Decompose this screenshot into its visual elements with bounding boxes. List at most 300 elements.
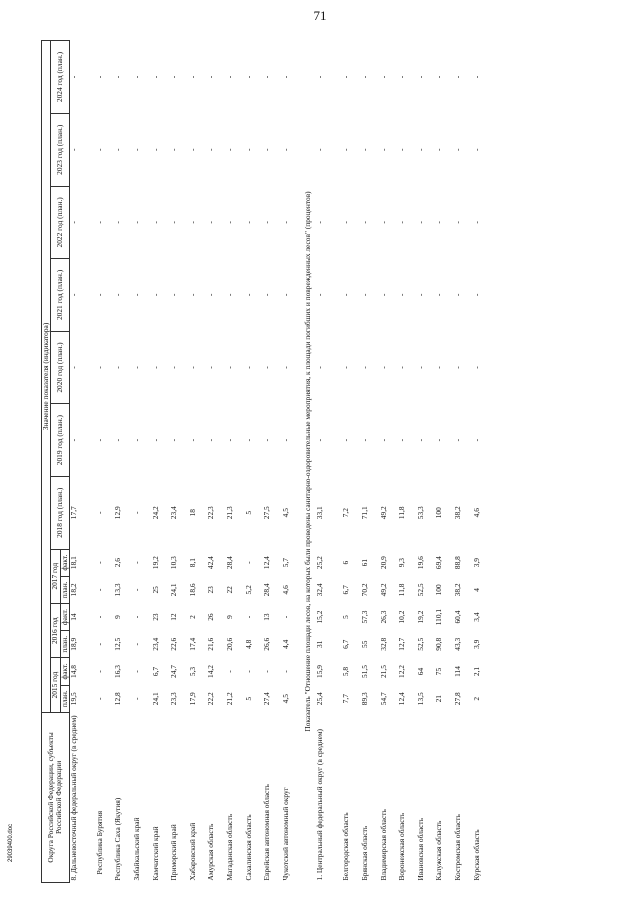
value-cell: 11,8	[397, 583, 407, 597]
year-2021-header: 2021 год (план.)	[51, 259, 70, 332]
value-cell: 49,2	[378, 506, 388, 520]
value-cell: -	[132, 511, 142, 514]
value-cell: -	[471, 293, 481, 297]
value-cell: -	[397, 221, 407, 224]
value-cell: 10,2	[397, 610, 407, 624]
value-cell: 12,2	[397, 665, 407, 678]
value-cell: -	[113, 438, 123, 442]
value-cell: 71,1	[359, 506, 369, 520]
value-cell: -	[378, 75, 388, 79]
value-cell: -	[262, 670, 272, 673]
value-cell: 6	[341, 560, 351, 565]
value-cell: -	[187, 148, 197, 151]
value-cell: 22,2	[206, 692, 216, 706]
value-cell: -	[113, 366, 123, 369]
value-cell: 60,4	[452, 610, 462, 624]
value-cell: -	[225, 366, 234, 369]
value-cell: -	[150, 221, 160, 224]
value-cell: 21,5	[378, 665, 388, 678]
region-name-cell: Камчатский край	[150, 826, 160, 881]
value-cell: 2,6	[113, 558, 123, 568]
value-cell: 75	[434, 667, 444, 676]
fact-header: факт.	[60, 658, 69, 685]
value-cell: -	[359, 366, 369, 369]
value-cell: 32,8	[378, 637, 388, 651]
value-cell: 5	[243, 510, 253, 515]
value-cell: -	[94, 366, 104, 369]
value-cell: 27,8	[452, 692, 462, 706]
value-cell: -	[471, 75, 481, 79]
region-header: Округа Российской Федерации, субъекты Российской Федерации	[42, 712, 70, 882]
value-cell: -	[113, 221, 123, 224]
value-cell: 24,7	[169, 665, 179, 678]
table-row	[263, 41, 282, 883]
value-cell: 32,4	[315, 583, 325, 597]
rotated-table-page	[41, 40, 567, 883]
value-cell: 10,3	[169, 556, 179, 570]
value-cell: -	[169, 75, 179, 79]
value-cell: -	[415, 366, 425, 369]
value-cell: -	[341, 75, 351, 79]
value-cell: 5,3	[187, 666, 197, 677]
table-row	[380, 41, 399, 883]
table-row	[152, 41, 171, 883]
value-cell: -	[452, 75, 462, 79]
table-row	[454, 41, 473, 883]
value-cell: -	[243, 615, 253, 619]
value-cell: 5	[341, 615, 351, 619]
value-cell: -	[150, 293, 160, 297]
table-row	[69, 41, 96, 883]
value-cell: -	[243, 75, 253, 79]
section-title: Показатель "Отношение площади лесов, на которых были проведены санитарно-оздоровительные мероприятия, к площади погибших и поврежденных лесов" (процентов)	[303, 191, 313, 732]
value-cell: -	[359, 221, 369, 224]
value-cell: -	[225, 221, 234, 224]
table-row	[96, 41, 115, 883]
value-cell: -	[315, 75, 325, 79]
value-cell: -	[150, 366, 160, 369]
value-cell: 23	[150, 613, 160, 621]
value-cell: 89,3	[359, 692, 369, 706]
value-cell: -	[225, 75, 234, 79]
value-cell: -	[315, 293, 325, 297]
value-cell: 20,9	[378, 556, 388, 570]
value-cell: -	[94, 293, 104, 297]
value-cell: 49,2	[378, 583, 388, 597]
value-cell: 13	[262, 613, 272, 621]
year-2023-header: 2023 год (план.)	[51, 113, 70, 186]
region-name-cell: Приморский край	[169, 824, 179, 881]
value-cell: -	[94, 588, 104, 592]
year-2022-header: 2022 год (план.)	[51, 186, 70, 259]
table-row	[207, 41, 226, 883]
value-cell: 15,2	[315, 610, 325, 624]
value-cell: 22	[225, 586, 234, 594]
value-cell: 43,3	[452, 637, 462, 651]
value-cell: 25	[150, 586, 160, 594]
region-name-cell: 8. Дальневосточный федеральный округ (в среднем)	[68, 715, 78, 881]
value-cell: -	[280, 293, 290, 297]
value-cell: 19,5	[68, 692, 78, 706]
value-cell: -	[378, 293, 388, 297]
value-cell: -	[397, 148, 407, 151]
value-cell: 5,8	[341, 666, 351, 677]
value-cell: 8,1	[187, 558, 197, 568]
value-cell: -	[434, 148, 444, 151]
table-row	[226, 41, 245, 883]
value-cell: -	[280, 670, 290, 673]
value-cell: 5	[243, 696, 253, 701]
table-row	[473, 41, 492, 883]
fact-header: факт.	[60, 603, 69, 630]
value-cell: 55	[359, 640, 369, 648]
value-cell: -	[315, 148, 325, 151]
value-cell: 51,5	[359, 665, 369, 678]
value-cell: -	[187, 366, 197, 369]
value-cell: -	[150, 75, 160, 79]
value-cell: -	[225, 293, 234, 297]
value-cell: 19,6	[415, 556, 425, 570]
table-row	[342, 41, 361, 883]
value-cell: 17,9	[187, 692, 197, 706]
value-cell: 25,4	[315, 692, 325, 706]
value-cell: -	[243, 366, 253, 369]
value-cell: 61	[359, 558, 369, 567]
value-cell: -	[243, 221, 253, 224]
value-cell: -	[280, 366, 290, 369]
value-cell: 31	[315, 640, 325, 648]
table-row	[435, 41, 454, 883]
value-cell: 18,9	[68, 637, 78, 651]
value-cell: -	[397, 438, 407, 442]
value-cell: 6,7	[341, 585, 351, 595]
value-cell: 4,6	[471, 508, 481, 518]
value-cell: -	[132, 615, 142, 619]
value-cell: 52,5	[415, 637, 425, 651]
value-cell: 100	[434, 584, 444, 596]
value-cell: -	[68, 438, 78, 442]
table-row	[114, 41, 133, 883]
year-2015-header: 2015 год	[51, 658, 60, 712]
value-cell: 4	[471, 588, 481, 592]
value-cell: 64	[415, 667, 425, 676]
value-cell: -	[262, 293, 272, 297]
value-cell: -	[132, 438, 142, 442]
value-cell: 4,6	[280, 585, 290, 595]
value-cell: -	[471, 366, 481, 369]
value-cell: 4,4	[280, 639, 290, 649]
region-name-cell: Республика Бурятия	[94, 810, 104, 875]
value-cell: -	[132, 670, 142, 673]
value-cell: -	[341, 148, 351, 151]
value-cell: 23	[206, 586, 216, 594]
value-cell: -	[359, 438, 369, 442]
value-cell: 3,9	[471, 558, 481, 568]
region-name-cell: Еврейская автономная область	[262, 784, 272, 881]
value-cell: -	[132, 293, 142, 297]
value-cell: 24,2	[150, 506, 160, 520]
value-cell: -	[113, 75, 123, 79]
value-cell: -	[169, 148, 179, 151]
value-cell: -	[206, 366, 216, 369]
value-cell: 7,7	[341, 694, 351, 704]
value-cell: 22,3	[206, 506, 216, 520]
value-cell: 23,4	[150, 637, 160, 651]
value-cell: 69,4	[434, 556, 444, 570]
value-cell: 21,3	[225, 506, 234, 520]
value-cell: -	[434, 293, 444, 297]
year-2018-header: 2018 год (план.)	[51, 476, 70, 549]
value-cell: -	[225, 670, 234, 673]
value-cell: -	[94, 561, 104, 564]
value-cell: 6,7	[341, 639, 351, 649]
value-cell: -	[132, 643, 142, 646]
value-cell: -	[415, 221, 425, 224]
value-cell: 18,6	[187, 583, 197, 597]
value-cell: 23,3	[169, 692, 179, 706]
value-cell: -	[94, 643, 104, 646]
value-cell: 42,4	[206, 556, 216, 570]
value-cell: -	[94, 148, 104, 151]
value-cell: -	[280, 438, 290, 442]
value-cell: -	[341, 221, 351, 224]
plan-header: план.	[60, 631, 69, 658]
value-cell: -	[225, 148, 234, 151]
value-cell: 4,5	[280, 508, 290, 518]
value-cell: -	[471, 148, 481, 151]
value-cell: 24,1	[169, 583, 179, 597]
region-name-cell: Амурская область	[206, 823, 216, 881]
table-row	[245, 41, 264, 883]
region-name-cell: Курская область	[471, 829, 481, 881]
region-name-cell: Ивановская область	[415, 817, 425, 881]
value-cell: -	[415, 293, 425, 297]
value-cell: -	[68, 221, 78, 224]
value-cell: 90,8	[434, 637, 444, 651]
value-cell: 15,9	[315, 665, 325, 678]
value-cell: -	[315, 366, 325, 369]
value-cell: -	[132, 561, 142, 564]
region-name-cell: Калужская область	[434, 820, 444, 881]
value-cell: 26,3	[378, 610, 388, 624]
plan-header: план.	[60, 576, 69, 603]
value-cell: 12,4	[262, 556, 272, 570]
value-cell: 5,7	[280, 558, 290, 568]
value-cell: -	[243, 561, 253, 564]
value-cell: -	[359, 148, 369, 151]
table-row	[170, 41, 189, 883]
value-cell: -	[169, 438, 179, 442]
value-cell: -	[243, 438, 253, 442]
value-cell: 2,1	[471, 666, 481, 677]
table-row	[361, 41, 380, 883]
value-cell: 33,1	[315, 506, 325, 520]
value-cell: 27,5	[262, 506, 272, 520]
footer-filename: 29039400.doc	[8, 823, 14, 862]
value-cell: 28,4	[262, 583, 272, 597]
value-cell: 16,3	[113, 665, 123, 678]
table-row	[417, 41, 436, 883]
year-2017-header: 2017 год	[51, 549, 60, 603]
value-cell: 21,2	[225, 692, 234, 706]
value-cell: -	[187, 438, 197, 442]
value-cell: 26,6	[262, 637, 272, 651]
region-name-cell: Забайкальский край	[132, 817, 142, 881]
value-cell: -	[94, 697, 104, 700]
value-cell: -	[359, 75, 369, 79]
value-cell: -	[434, 75, 444, 79]
value-cell: 14	[68, 613, 78, 621]
value-cell: -	[187, 221, 197, 224]
value-cell: 21	[434, 695, 444, 703]
value-cell: 38,2	[452, 583, 462, 597]
indicator-table	[41, 40, 491, 883]
value-cell: 70,2	[359, 583, 369, 597]
value-cell: 9	[113, 615, 123, 619]
value-cell: -	[169, 366, 179, 369]
value-cell: -	[206, 293, 216, 297]
value-cell: -	[452, 221, 462, 224]
value-cell: 6,7	[150, 666, 160, 677]
value-cell: -	[452, 438, 462, 442]
value-cell: -	[262, 148, 272, 151]
value-cell: -	[280, 615, 290, 619]
region-name-cell: Воронежская область	[397, 812, 407, 881]
year-2020-header: 2020 год (план.)	[51, 331, 70, 404]
value-cell: -	[280, 221, 290, 224]
value-cell: 114	[452, 666, 462, 677]
value-cell: -	[397, 75, 407, 79]
value-cell: 28,4	[225, 556, 234, 570]
region-name-cell: Сахалинская область	[243, 814, 253, 881]
value-cell: 12,8	[113, 692, 123, 706]
region-name-cell: Хабаровский край	[187, 822, 197, 881]
value-cell: 2	[187, 615, 197, 619]
value-cell: 12	[169, 613, 179, 621]
value-cell: 22,6	[169, 637, 179, 651]
value-cell: 57,3	[359, 610, 369, 624]
value-cell: -	[397, 293, 407, 297]
value-cell: -	[434, 366, 444, 369]
value-cell: 25,2	[315, 556, 325, 570]
table-body-central	[316, 41, 491, 883]
value-cell: 12,4	[397, 692, 407, 706]
value-cell: -	[94, 75, 104, 79]
value-cell: -	[378, 366, 388, 369]
value-cell: 11,8	[397, 506, 407, 520]
value-cell: -	[94, 438, 104, 442]
value-cell: 4,8	[243, 639, 253, 649]
table-row	[316, 41, 342, 883]
value-cell: -	[378, 438, 388, 442]
table-row	[398, 41, 417, 883]
value-cell: -	[206, 438, 216, 442]
value-cell: -	[68, 366, 78, 369]
page-number: 71	[313, 8, 327, 23]
value-cell: -	[68, 75, 78, 79]
value-cell: 14,8	[68, 665, 78, 678]
region-name-cell: Республика Саха (Якутия)	[113, 797, 123, 881]
value-cell: -	[262, 366, 272, 369]
value-cell: -	[206, 148, 216, 151]
value-cell: 14,2	[206, 665, 216, 678]
value-cell: -	[132, 588, 142, 592]
value-cell: 4,5	[280, 694, 290, 704]
value-cell: 7,2	[341, 508, 351, 518]
value-cell: -	[452, 366, 462, 369]
value-cell: -	[315, 221, 325, 224]
value-cell: 3,4	[471, 612, 481, 622]
value-cell: -	[341, 438, 351, 442]
table-body-far-east	[69, 41, 300, 883]
value-cell: -	[471, 221, 481, 224]
table-row	[189, 41, 208, 883]
value-cell: -	[68, 148, 78, 151]
value-cell: -	[378, 221, 388, 224]
value-cell: -	[150, 438, 160, 442]
value-cell: 24,1	[150, 692, 160, 706]
value-cell: -	[262, 438, 272, 442]
table-row	[282, 41, 301, 883]
value-cell: 3,9	[471, 639, 481, 649]
year-2024-header: 2024 год (план.)	[51, 41, 70, 114]
value-cell: 53,3	[415, 506, 425, 520]
region-name-cell: Белгородская область	[341, 812, 351, 881]
value-cell: -	[243, 670, 253, 673]
value-cell: 21,6	[206, 637, 216, 651]
value-cell: -	[68, 293, 78, 297]
value-cell: 18,2	[68, 583, 78, 597]
value-cell: -	[113, 293, 123, 297]
value-cell: -	[341, 366, 351, 369]
value-cell: 17,4	[187, 637, 197, 651]
value-cell: 52,5	[415, 583, 425, 597]
value-cell: -	[262, 75, 272, 79]
value-cell: 38,2	[452, 506, 462, 520]
value-cell: -	[378, 148, 388, 151]
value-cell: -	[132, 221, 142, 224]
value-cell: 88,8	[452, 556, 462, 570]
value-cell: 23,4	[169, 506, 179, 520]
value-cell: 2	[471, 696, 481, 701]
values-title-header: Значение показателя (индикатора)	[42, 41, 51, 713]
value-cell: 54,7	[378, 692, 388, 706]
region-name-cell: Костромская область	[452, 814, 462, 881]
value-cell: 100	[434, 507, 444, 519]
value-cell: -	[94, 221, 104, 224]
value-cell: -	[341, 293, 351, 297]
value-cell: -	[169, 221, 179, 224]
value-cell: -	[243, 148, 253, 151]
value-cell: -	[262, 221, 272, 224]
value-cell: 19,2	[150, 556, 160, 570]
value-cell: 110,1	[434, 608, 444, 626]
year-2016-header: 2016 год	[51, 603, 60, 657]
value-cell: 12,5	[113, 637, 123, 651]
value-cell: -	[187, 75, 197, 79]
value-cell: -	[434, 438, 444, 442]
region-name-cell: 1. Центральный федеральный округ (в среднем)	[315, 729, 325, 881]
value-cell: -	[471, 438, 481, 442]
value-cell: 12,7	[397, 637, 407, 651]
value-cell: 18,1	[68, 556, 78, 570]
table-row	[133, 41, 152, 883]
value-cell: -	[315, 438, 325, 442]
value-cell: -	[452, 293, 462, 297]
value-cell: -	[452, 148, 462, 151]
value-cell: -	[280, 75, 290, 79]
value-cell: -	[132, 75, 142, 79]
